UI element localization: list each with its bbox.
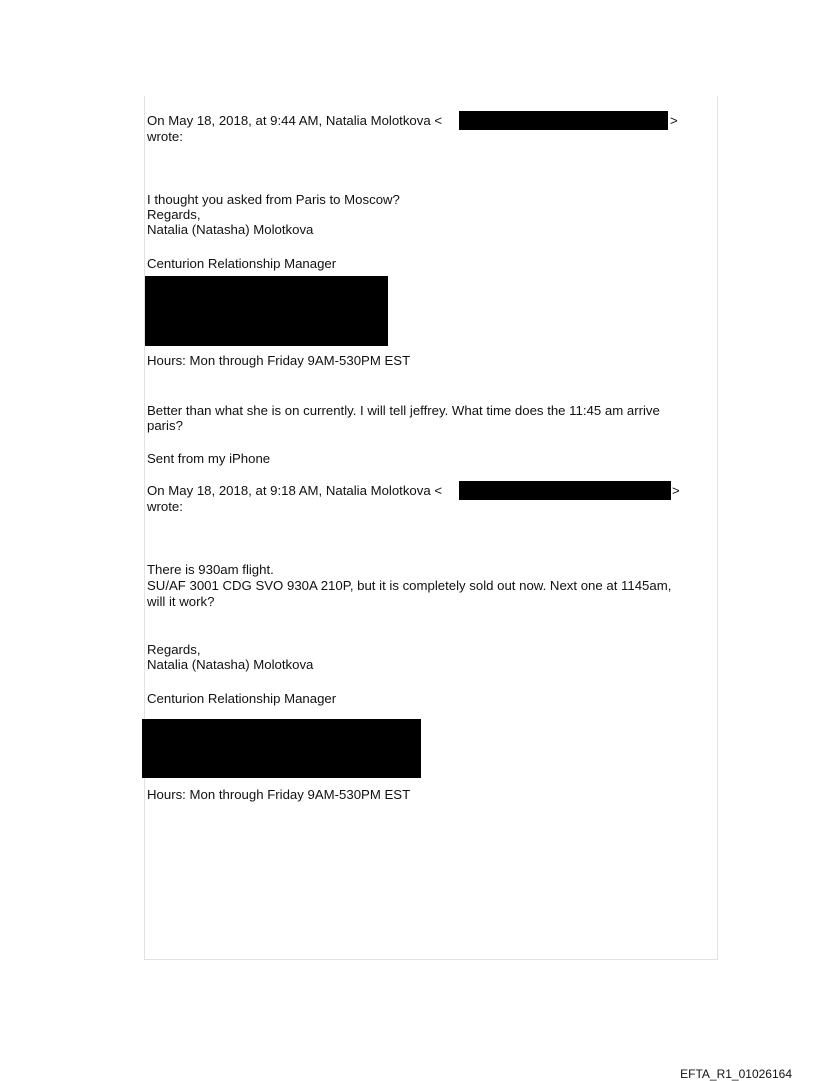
email1-header-prefix: On May 18, 2018, at 9:44 AM, Natalia Molotkova < (147, 113, 443, 128)
redacted-email-address (459, 481, 671, 500)
redacted-contact-block (142, 719, 421, 778)
email2-header-wrote: wrote: (147, 499, 183, 514)
email1-header-suffix: > (670, 113, 678, 128)
email2-hours: Hours: Mon through Friday 9AM-530PM EST (147, 787, 411, 802)
email1-regards: Regards, (147, 207, 201, 222)
email2-body-line: SU/AF 3001 CDG SVO 930A 210P, but it is completely sold out now. Next one at 1145am, (147, 578, 672, 593)
email1-hours: Hours: Mon through Friday 9AM-530PM EST (147, 353, 411, 368)
email2-signature-title: Centurion Relationship Manager (147, 691, 337, 706)
redacted-contact-block (145, 276, 388, 346)
email1-signature-title: Centurion Relationship Manager (147, 256, 337, 271)
email2-regards: Regards, (147, 642, 201, 657)
bates-number: EFTA_R1_01026164 (680, 1067, 792, 1081)
email1-signature-name: Natalia (Natasha) Molotkova (147, 222, 314, 237)
email2-header-prefix: On May 18, 2018, at 9:18 AM, Natalia Molotkova < (147, 483, 443, 498)
email2-signature-name: Natalia (Natasha) Molotkova (147, 657, 314, 672)
email2-header-suffix: > (672, 483, 680, 498)
reply-body-line: Better than what she is on currently. I will tell jeffrey. What time does the 11:45 am arrive (147, 403, 660, 418)
email1-header-wrote: wrote: (147, 129, 183, 144)
email2-header-line (147, 483, 442, 498)
reply-body-line: paris? (147, 418, 183, 433)
email2-body-line: There is 930am flight. (147, 562, 274, 577)
reply-sent-from: Sent from my iPhone (147, 451, 271, 466)
email2-body-line: will it work? (147, 594, 215, 609)
email1-body-line: I thought you asked from Paris to Moscow? (147, 192, 400, 207)
email1-header-line (147, 113, 442, 128)
redacted-email-address (459, 111, 668, 130)
